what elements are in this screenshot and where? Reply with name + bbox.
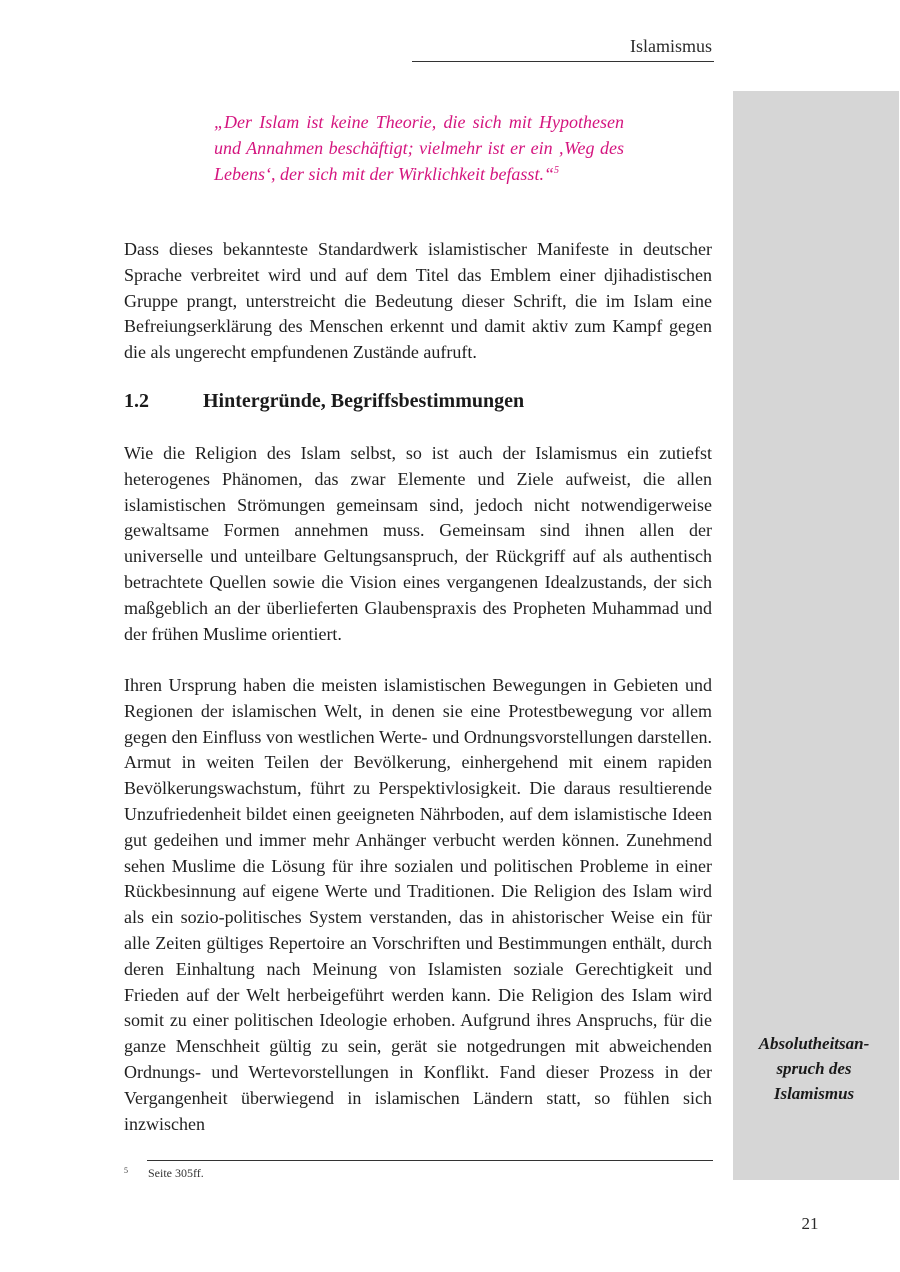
page-number: 21 <box>801 1214 819 1233</box>
paragraph: Wie die Religion des Islam selbst, so ist auch der Islamismus ein zutiefst heterogenes Phänomen, das zwar Elemente und Ziele aufweist, die allen islamistischen Strömungen gemeinsam sind, jedoch nicht notwendigerweise gewaltsame Formen annehmen muss. Gemeinsam sind ihnen allen der universelle und unteilbare Geltungsanspruch, der Rückgriff auf als authentisch betrachtete Quellen sowie die Vision eines vergangenen Idealzustands, der sich maßgeblich an der überlieferten Glaubenspraxis des Propheten Muhammad und der frühen Muslime orientiert. <box>124 443 712 644</box>
margin-note-line: spruch des <box>776 1059 852 1078</box>
section-heading <box>124 390 712 413</box>
margin-note-line: Absolutheitsan- <box>758 1034 870 1053</box>
margin-note <box>744 1031 884 1106</box>
footnote-rule <box>147 1160 713 1161</box>
running-title: Islamismus <box>629 36 712 56</box>
footnote <box>124 1166 204 1181</box>
margin-sidebar <box>733 91 899 1180</box>
section-number: 1.2 <box>124 390 149 412</box>
margin-note-line: Islamismus <box>773 1084 855 1103</box>
paragraph: Dass dieses bekannteste Standardwerk islamistischer Manifeste in deutscher Sprache verbreitet wird und auf dem Titel das Emblem einer djihadistischen Gruppe prangt, unterstreicht die Bedeutung dieser Schrift, die im Islam eine Befreiungserklärung des Menschen erkennt und damit aktiv zum Kampf gegen die als ungerecht empfundenen Zustände aufruft. <box>124 239 712 363</box>
footnote-marker: 5 <box>124 1166 128 1175</box>
block-quote <box>214 109 624 187</box>
section-title: Hintergründe, Begriffsbestimmungen <box>203 390 525 412</box>
quote-text: „Der Islam ist keine Theorie, die sich mit Hypothesen und Annahmen beschäftigt; vielmehr ist er ein ‚Weg des Lebens‘, der sich mit der Wirklichkeit befasst.“ <box>214 112 624 184</box>
paragraph: Ihren Ursprung haben die meisten islamistischen Bewegungen in Gebieten und Regionen der islamischen Welt, in denen sie eine Protestbewegung vor allem gegen den Einfluss von westlichen Werte- und Ordnungsvorstellungen darstellen. Armut in weiten Teilen der Bevölkerung, einhergehend mit einem rapiden Bevölkerungswachstum, führt zu Perspektivlosigkeit. Die daraus resultierende Unzufriedenheit bildet einen geeigneten Nährboden, auf dem islamistische Ideen gut gedeihen und immer mehr Anhänger verbucht werden können. Zunehmend sehen Muslime die Lösung für ihre sozialen und politischen Probleme in einer Rückbesinnung auf eigene Werte und Traditionen. Die Religion des Islam wird als ein sozio-politisches System verstanden, das in ahistorischer Weise ein für alle Zeiten gültiges Repertoire an Vorschriften und Bestimmungen enthält, durch deren Einhaltung nach Meinung von Islamisten soziale Gerechtigkeit und Frieden auf der Welt herbeigeführt werden kann. Die Religion des Islam wird somit zu einer politischen Ideologie erhoben. Aufgrund ihres Anspruchs, für die ganze Menschheit gültig zu sein, gerät sie notgedrungen mit abweichenden Ordnungs- und Wertevorstellungen in Konflikt. Fand dieser Prozess in der Vergangenheit überwiegend in islamischen Ländern statt, so fühlen sich inzwischen <box>124 675 712 1134</box>
footnote-text: Seite 305ff. <box>148 1166 204 1180</box>
quote-footnote-ref[interactable]: 5 <box>553 165 559 176</box>
header-rule <box>412 61 714 62</box>
